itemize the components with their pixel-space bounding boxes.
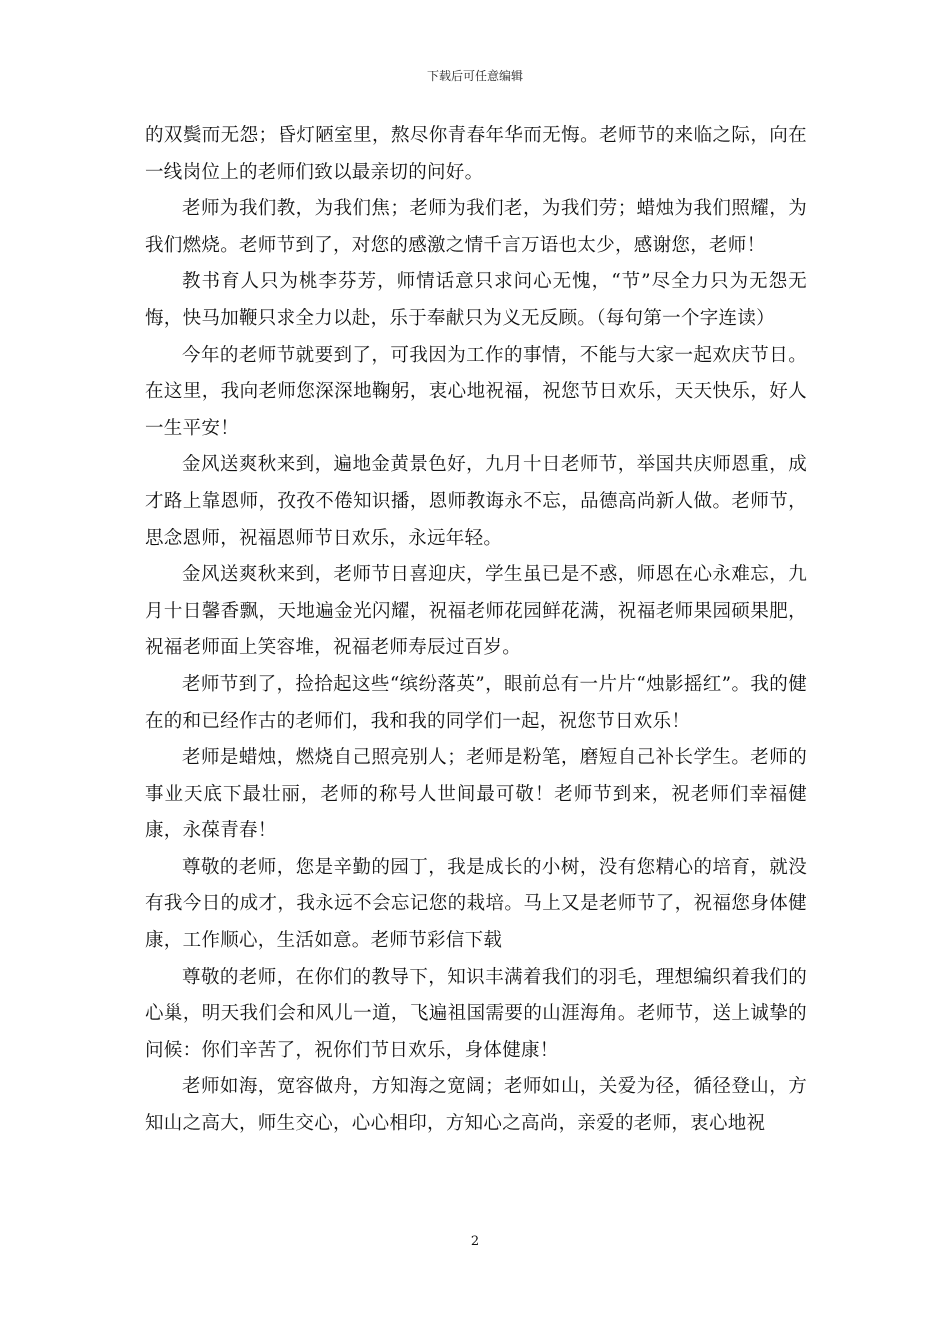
paragraph: 尊敬的老师，在你们的教导下，知识丰满着我们的羽毛，理想编织着我们的心巢，明天我们会和风儿一道，飞遍祖国需要的山涯海角。老师节，送上诚挚的问候：你们辛苦了，祝你们节日欢乐，身体健康！ <box>145 966 807 1061</box>
paragraph: 老师是蜡烛，燃烧自己照亮别人；老师是粉笔，磨短自己补长学生。老师的事业天底下最壮丽，老师的称号人世间最可敬！老师节到来，祝老师们幸福健康，永葆青春！ <box>145 747 807 842</box>
paragraph: 尊敬的老师，您是辛勤的园丁，我是成长的小树，没有您精心的培育，就没有我今日的成才，我永远不会忘记您的栽培。马上又是老师节了，祝福您身体健康，工作顺心，生活如意。老师节彩信下载 <box>145 856 807 952</box>
paragraph: 教书育人只为桃李芬芳，师情话意只求问心无愧，“节”尽全力只为无怨无悔，快马加鞭只求全力以赴，乐于奉献只为义无反顾。（每句第一个字连读） <box>145 271 807 329</box>
paragraph-continuation: 的双鬓而无怨；昏灯陋室里，熬尽你青春年华而无悔。老师节的来临之际，向在一线岗位上的老师们致以最亲切的问好。 <box>145 125 807 183</box>
page-header: 下载后可任意编辑 <box>426 69 523 83</box>
page-number: 2 <box>470 1234 480 1249</box>
paragraph: 金风送爽秋来到，老师节日喜迎庆，学生虽已是不惑，师恩在心永难忘，九月十日馨香飘，天地遍金光闪耀，祝福老师花园鲜花满，祝福老师果园硕果肥，祝福老师面上笑容堆，祝福老师寿辰过百岁。 <box>145 564 807 659</box>
paragraph: 今年的老师节就要到了，可我因为工作的事情，不能与大家一起欢庆节日。在这里，我向老师您深深地鞠躬，衷心地祝福，祝您节日欢乐，天天快乐，好人一生平安！ <box>145 344 807 439</box>
paragraph: 老师为我们教，为我们焦；老师为我们老，为我们劳；蜡烛为我们照耀，为我们燃烧。老师节到了，对您的感激之情千言万语也太少，感谢您，老师！ <box>145 198 807 256</box>
paragraph: 老师节到了，捡拾起这些“缤纷落英”，眼前总有一片片“烛影摇红”。我的健在的和已经作古的老师们，我和我的同学们一起，祝您节日欢乐！ <box>145 673 807 732</box>
paragraph: 金风送爽秋来到，遍地金黄景色好，九月十日老师节，举国共庆师恩重，成才路上靠恩师，孜孜不倦知识播，恩师教诲永不忘，品德高尚新人做。老师节，思念恩师，祝福恩师节日欢乐，永远年轻。 <box>145 454 807 549</box>
paragraph: 老师如海，宽容做舟，方知海之宽阔；老师如山，关爱为径，循径登山，方知山之高大，师生交心，心心相印，方知心之高尚，亲爱的老师，衷心地祝 <box>145 1076 807 1135</box>
document-body <box>145 118 807 1143</box>
